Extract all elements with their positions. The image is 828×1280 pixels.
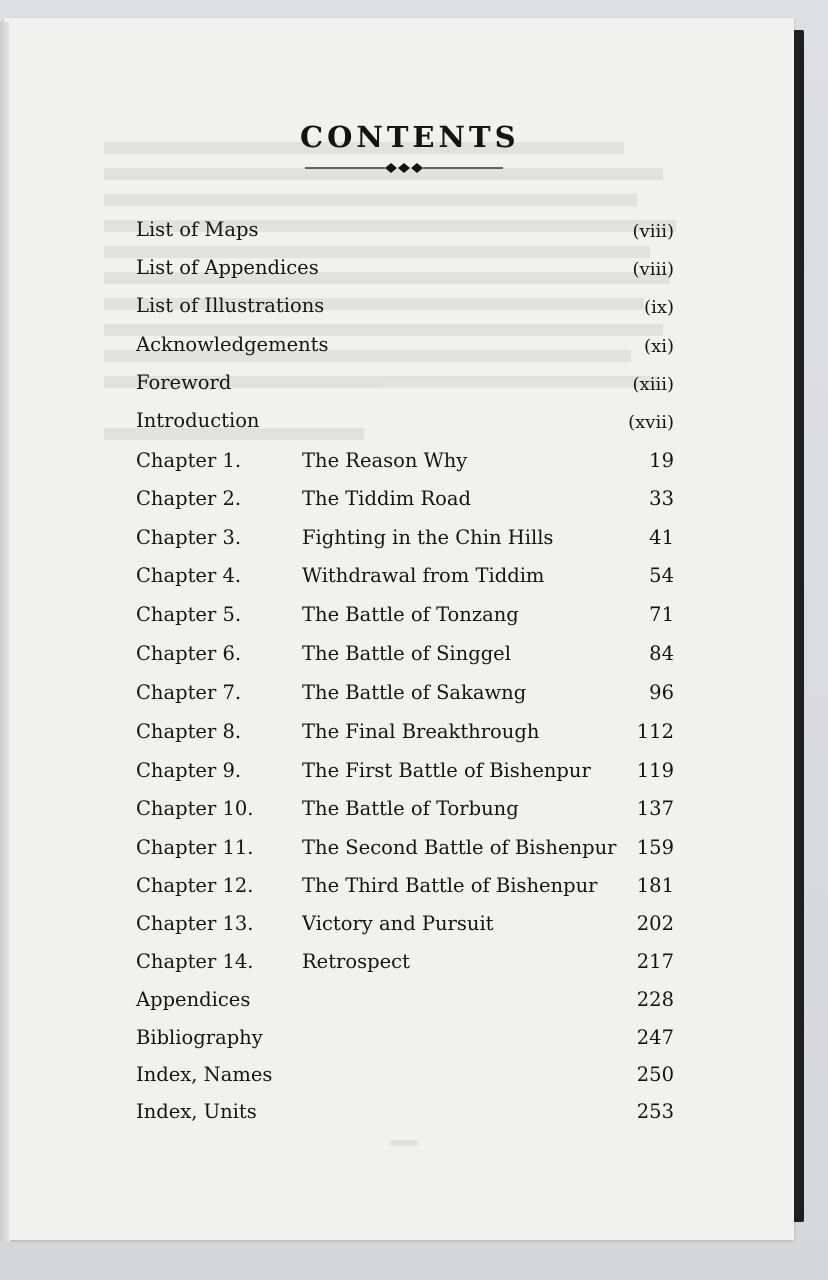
toc-entry-label: Introduction <box>136 409 260 432</box>
toc-entry <box>136 1063 674 1091</box>
chapter-page: 96 <box>649 681 674 704</box>
toc-chapter-row <box>136 759 674 787</box>
toc-entry-page: 247 <box>636 1026 674 1049</box>
toc-entry <box>136 294 674 322</box>
chapter-number: Chapter 3. <box>136 526 242 549</box>
chapter-number: Chapter 9. <box>136 759 242 782</box>
chapter-title: Victory and Pursuit <box>302 912 494 935</box>
chapter-number: Chapter 8. <box>136 720 242 743</box>
toc-chapter-row <box>136 720 674 748</box>
chapter-page: 202 <box>636 912 674 935</box>
toc-entry-label: List of Illustrations <box>136 294 325 317</box>
chapter-number: Chapter 13. <box>136 912 254 935</box>
toc-entry-label: Foreword <box>136 371 232 394</box>
chapter-title: Fighting in the Chin Hills <box>302 526 554 549</box>
toc-entry-page: 228 <box>636 988 674 1011</box>
chapter-page: 84 <box>649 642 674 665</box>
toc-chapter-row <box>136 681 674 709</box>
chapter-number: Chapter 1. <box>136 449 242 472</box>
chapter-number: Chapter 12. <box>136 874 254 897</box>
toc-entry <box>136 1026 674 1054</box>
toc-entry-page: 253 <box>636 1100 674 1123</box>
toc-chapter-row <box>136 642 674 670</box>
chapter-number: Chapter 4. <box>136 564 242 587</box>
toc-entry-page: (viii) <box>632 221 674 242</box>
chapter-page: 54 <box>649 564 674 587</box>
toc-entry-label: Appendices <box>136 988 251 1011</box>
toc-chapter-row <box>136 564 674 592</box>
chapter-title: The Reason Why <box>302 449 468 472</box>
toc-entry-label: Bibliography <box>136 1026 263 1049</box>
toc-entry-label: Acknowledgements <box>136 333 329 356</box>
toc-entry-label: List of Maps <box>136 218 259 241</box>
chapter-page: 19 <box>649 449 674 472</box>
chapter-number: Chapter 11. <box>136 836 254 859</box>
toc-entry <box>136 256 674 284</box>
toc-entry <box>136 218 674 246</box>
chapter-number: Chapter 6. <box>136 642 242 665</box>
toc-entry <box>136 371 674 399</box>
toc-entry <box>136 333 674 361</box>
toc-chapter-row <box>136 449 674 477</box>
toc-entry-label: Index, Units <box>136 1100 257 1123</box>
chapter-page: 71 <box>649 603 674 626</box>
toc-chapter-row <box>136 487 674 515</box>
chapter-page: 181 <box>636 874 674 897</box>
chapter-title: The Battle of Tonzang <box>302 603 519 626</box>
chapter-title: The Tiddim Road <box>302 487 471 510</box>
toc-chapter-row <box>136 912 674 940</box>
chapter-title: The Third Battle of Bishenpur <box>302 874 598 897</box>
toc-chapter-row <box>136 603 674 631</box>
chapter-number: Chapter 14. <box>136 950 254 973</box>
chapter-page: 119 <box>636 759 674 782</box>
toc-chapter-row <box>136 526 674 554</box>
chapter-title: Withdrawal from Tiddim <box>302 564 545 587</box>
toc-entry-page: (xi) <box>644 336 674 357</box>
toc-chapter-row <box>136 836 674 864</box>
chapter-page: 217 <box>636 950 674 973</box>
contents-heading: CONTENTS <box>300 120 520 154</box>
toc-chapter-row <box>136 874 674 902</box>
toc-chapter-row <box>136 797 674 825</box>
chapter-title: The First Battle of Bishenpur <box>302 759 591 782</box>
chapter-page: 33 <box>649 487 674 510</box>
chapter-page: 137 <box>636 797 674 820</box>
chapter-title: The Second Battle of Bishenpur <box>302 836 617 859</box>
toc-entry <box>136 1100 674 1128</box>
chapter-number: Chapter 5. <box>136 603 242 626</box>
chapter-page: 41 <box>649 526 674 549</box>
chapter-title: Retrospect <box>302 950 410 973</box>
toc-entry-page: (xiii) <box>632 374 674 395</box>
chapter-number: Chapter 10. <box>136 797 254 820</box>
toc-entry <box>136 409 674 437</box>
toc-entry-page: 250 <box>636 1063 674 1086</box>
toc-chapter-row <box>136 950 674 978</box>
chapter-title: The Battle of Torbung <box>302 797 519 820</box>
chapter-title: The Battle of Singgel <box>302 642 511 665</box>
toc-entry-page: (xvii) <box>628 412 674 433</box>
bleed-through-page-number <box>390 1140 418 1146</box>
toc-entry-page: (ix) <box>644 297 674 318</box>
toc-entry-label: Index, Names <box>136 1063 273 1086</box>
toc-entry-page: (viii) <box>632 259 674 280</box>
chapter-page: 159 <box>636 836 674 859</box>
chapter-title: The Final Breakthrough <box>302 720 540 743</box>
chapter-page: 112 <box>636 720 674 743</box>
chapter-number: Chapter 2. <box>136 487 242 510</box>
toc-entry <box>136 988 674 1016</box>
chapter-number: Chapter 7. <box>136 681 242 704</box>
chapter-title: The Battle of Sakawng <box>302 681 527 704</box>
toc-entry-label: List of Appendices <box>136 256 319 279</box>
